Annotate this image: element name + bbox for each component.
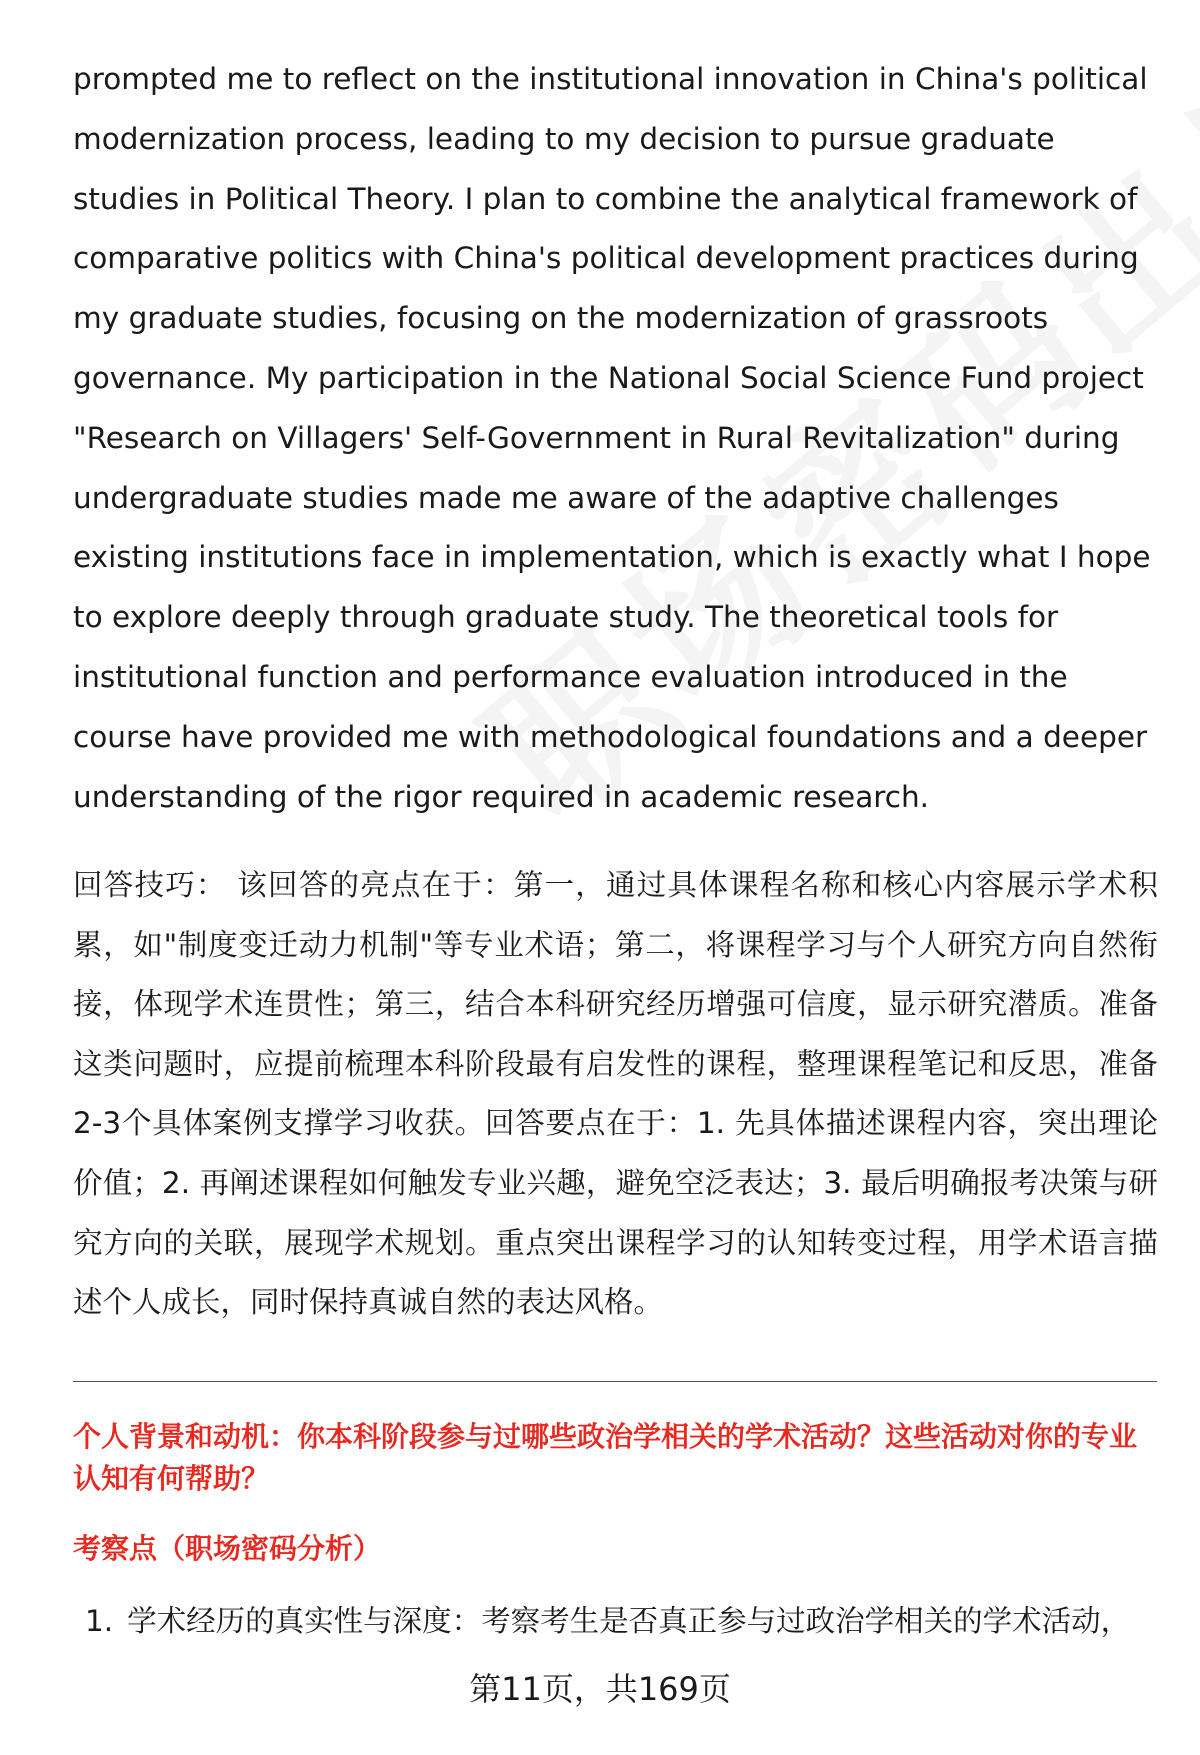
tips-text: 该回答的亮点在于：第一，通过具体课程名称和核心内容展示学术积累，如"制度变迁动力机制"等专业术语；第二，将课程学习与个人研究方向自然衔接，体现学术连贯性；第三，结合本科研究经历增强可信度，显示研究潜质。准备这类问题时，应提前梳理本科阶段最有启发性的课程，整理课程笔记和反思，准备2-3个具体案例支撑学习收获。回答要点在于：1. 先具体描述课程内容，突出理论价值；2. 再阐述课程如何触发专业兴趣，避免空泛表达；3. 最后明确报考决策与研究方向的关联，展现学术规划。重点突出课程学习的认知转变过程，用学术语言描述个人成长，同时保持真诚自然的表达风格。 (73, 868, 1158, 1320)
page-footer: 第11页，共169页 (469, 1670, 731, 1708)
section-divider (73, 1381, 1157, 1382)
list-item-number: 1. (85, 1604, 114, 1638)
assessment-heading: 考察点（职场密码分析） (73, 1532, 382, 1565)
tips-label: 回答技巧： (73, 868, 227, 902)
answer-tips-paragraph (73, 856, 1158, 1333)
answer-paragraph: prompted me to reflect on the institutional innovation in China's political modernization process, leading to my decision to pursue graduate studies in Political Theory. I plan to combine the analytical framework of comparative politics with China's political development practices during my graduate studies, focusing on the modernization of grassroots governance. My participation in the National Social Science Fund project "Research on Villagers' Self-Government in Rural Revitalization" during undergraduate studies made me aware of the adaptive challenges existing institutions face in implementation, which is exactly what I hope to explore deeply through graduate study. The theoretical tools for institutional function and performance evaluation introduced in the course have provided me with methodological foundations and a deeper understanding of the rigor required in academic research. (73, 62, 1151, 814)
list-item-text: 学术经历的真实性与深度：考察考生是否真正参与过政治学相关的学术活动， (127, 1604, 1131, 1638)
question-heading: 个人背景和动机：你本科阶段参与过哪些政治学相关的学术活动？这些活动对你的专业认知有何帮助？ (73, 1420, 1138, 1495)
list-item (85, 1600, 1130, 1642)
